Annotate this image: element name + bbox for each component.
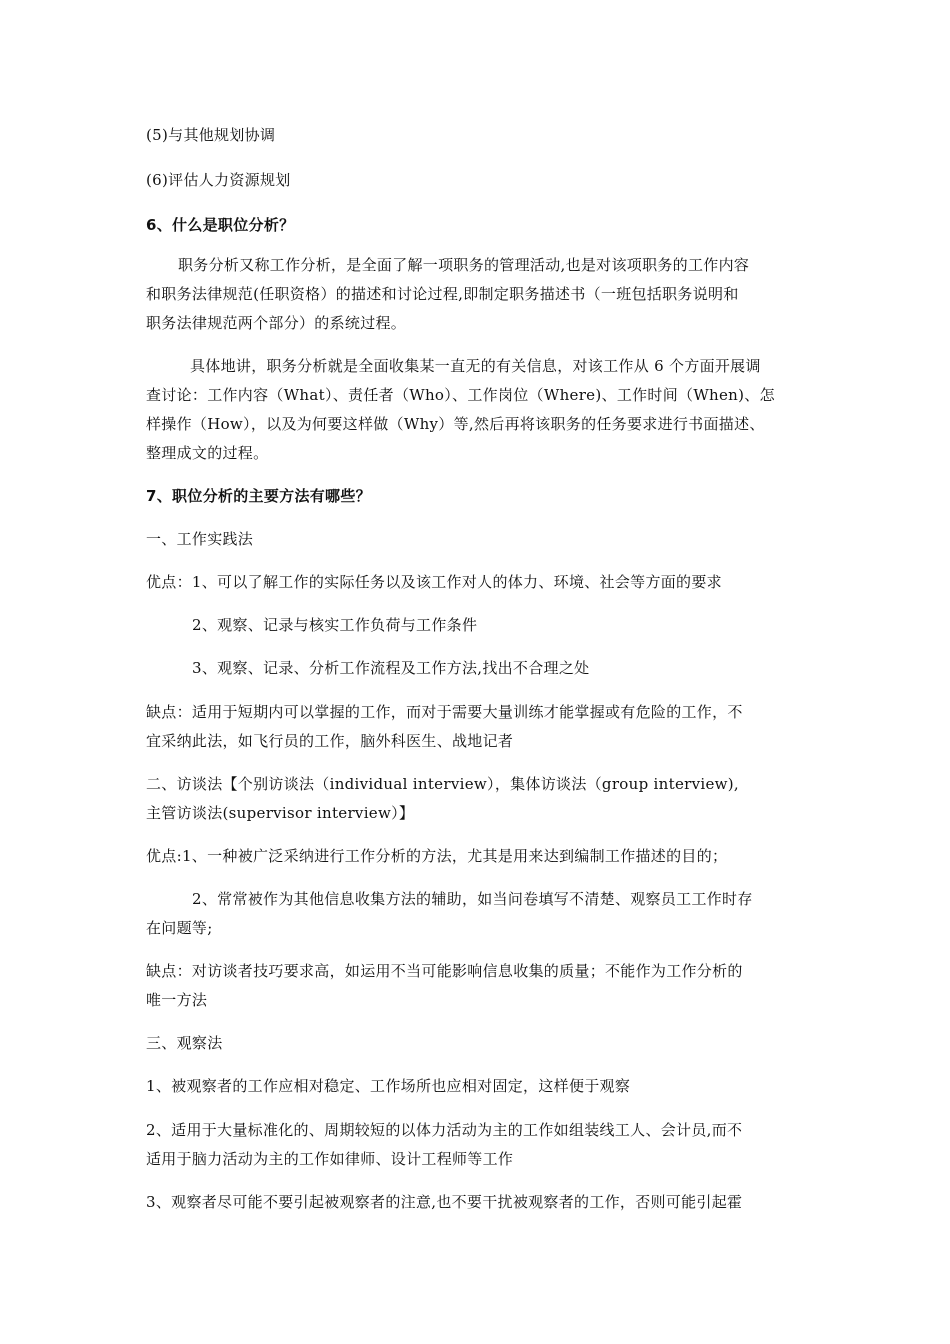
paragraph-line: 样操作（How），以及为何要这样做（Why）等,然后再将该职务的任务要求进行书面描述、	[146, 415, 765, 433]
list-item: 2、常常被作为其他信息收集方法的辅助，如当问卷填写不清楚、观察员工工作时存	[192, 890, 753, 908]
paragraph-line: 缺点：适用于短期内可以掌握的工作，而对于需要大量训练才能掌握或有危险的工作，不	[146, 703, 743, 721]
text-line-item-6: (6)评估人力资源规划	[146, 171, 291, 189]
list-item: 优点：1、可以了解工作的实际任务以及该工作对人的体力、环境、社会等方面的要求	[146, 573, 722, 591]
paragraph-line: 缺点：对访谈者技巧要求高，如运用不当可能影响信息收集的质量；不能作为工作分析的	[146, 962, 743, 980]
paragraph-line: 宜采纳此法，如飞行员的工作，脑外科医生、战地记者	[146, 732, 514, 750]
list-item: 2、适用于大量标准化的、周期较短的以体力活动为主的工作如组装线工人、会计员,而不	[146, 1121, 743, 1139]
heading-question-7: 7、职位分析的主要方法有哪些？	[146, 487, 371, 505]
paragraph-line: 具体地讲，职务分析就是全面收集某一直无的有关信息，对该工作从 6 个方面开展调	[190, 357, 761, 375]
list-item: 2、观察、记录与核实工作负荷与工作条件	[192, 616, 478, 634]
section-heading-interview: 主管访谈法(supervisor interview）】	[146, 804, 415, 822]
paragraph-line: 和职务法律规范(任职资格）的描述和讨论过程,即制定职务描述书（一班包括职务说明和	[146, 285, 739, 303]
paragraph-line: 唯一方法	[146, 991, 208, 1009]
heading-question-6: 6、什么是职位分析？	[146, 216, 295, 234]
list-item: 在问题等;	[146, 919, 213, 937]
section-heading-interview: 二、访谈法【个别访谈法（individual interview），集体访谈法（group interview),	[146, 775, 739, 793]
text-line-item-5: (5)与其他规划协调	[146, 126, 276, 144]
list-item: 3、观察、记录、分析工作流程及工作方法,找出不合理之处	[192, 659, 590, 677]
list-item: 3、观察者尽可能不要引起被观察者的注意,也不要干扰被观察者的工作，否则可能引起霍	[146, 1193, 743, 1211]
paragraph-line: 查讨论：工作内容（What）、责任者（Who）、工作岗位（Where)、工作时间（When)、怎	[146, 386, 775, 404]
list-item: 适用于脑力活动为主的工作如律师、设计工程师等工作	[146, 1150, 514, 1168]
paragraph-line: 职务法律规范两个部分）的系统过程。	[146, 314, 407, 332]
paragraph-line: 整理成文的过程。	[146, 444, 269, 462]
list-item: 优点:1、一种被广泛采纳进行工作分析的方法，尤其是用来达到编制工作描述的目的；	[146, 847, 728, 865]
section-heading-observation: 三、观察法	[146, 1034, 223, 1052]
paragraph-line: 职务分析又称工作分析，是全面了解一项职务的管理活动,也是对该项职务的工作内容	[178, 256, 750, 274]
list-item: 1、被观察者的工作应相对稳定、工作场所也应相对固定，这样便于观察	[146, 1077, 631, 1095]
section-heading-practice: 一、工作实践法	[146, 530, 254, 548]
